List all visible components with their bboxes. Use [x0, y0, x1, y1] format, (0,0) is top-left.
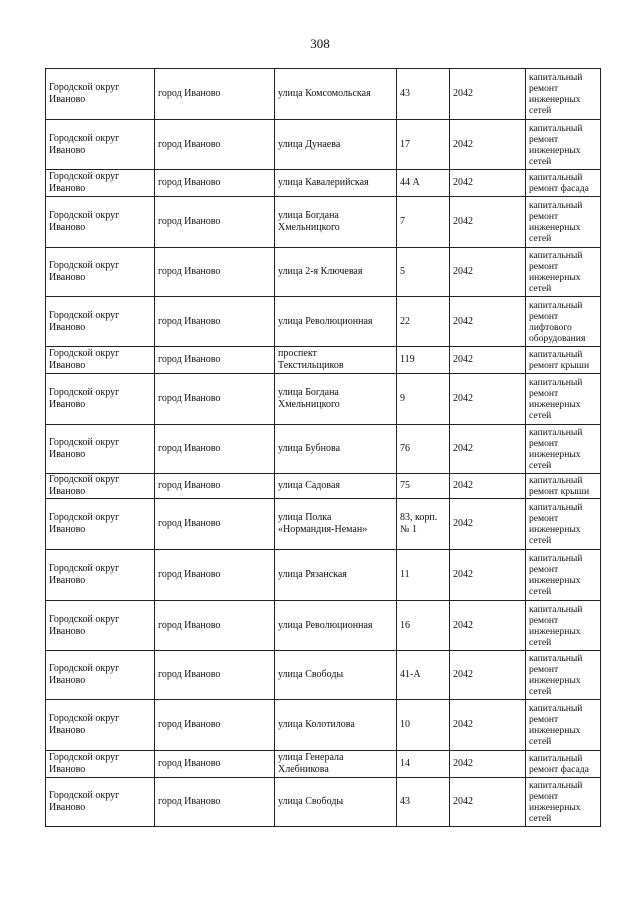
house-text: 9: [400, 393, 405, 404]
street-text: улица Садовая: [278, 480, 341, 491]
work-text: капитальный ремонт фасада: [529, 172, 589, 194]
cell-district: [46, 474, 155, 499]
work-text: капитальный ремонт крыши: [529, 349, 590, 371]
table-row: [46, 197, 601, 248]
house-text: 44 А: [400, 177, 420, 188]
street-text: улица Богдана Хмельницкого: [278, 210, 340, 233]
cell-year: [450, 778, 526, 827]
street-text: улица 2-я Ключевая: [278, 266, 363, 277]
city-text: город Иваново: [158, 758, 221, 769]
city-text: город Иваново: [158, 719, 221, 730]
cell-street: [275, 374, 397, 425]
city-text: город Иваново: [158, 138, 221, 150]
district-text: Городской округ Иваново: [49, 309, 120, 333]
street-text: проспект Текстильщиков: [278, 348, 344, 371]
district-text: Городской округ Иваново: [49, 210, 120, 233]
cell-district: [46, 651, 155, 700]
cell-city: [155, 425, 275, 474]
cell-city: [155, 120, 275, 170]
cell-city: [155, 700, 275, 751]
city-text: город Иваново: [158, 796, 221, 807]
street-text: улица Революционная: [278, 315, 373, 327]
cell-street: [275, 751, 397, 778]
cell-street: [275, 651, 397, 700]
cell-house: [397, 550, 450, 601]
cell-city: [155, 197, 275, 248]
cell-district: [46, 374, 155, 425]
year-text: 2042: [453, 569, 473, 580]
cell-year: [450, 347, 526, 374]
cell-year: [450, 700, 526, 751]
table-row: [46, 120, 601, 170]
city-text: город Иваново: [158, 216, 221, 227]
house-text: 14: [400, 758, 410, 769]
cell-city: [155, 751, 275, 778]
cell-work: [526, 197, 601, 248]
cell-street: [275, 120, 397, 170]
table-row: [46, 651, 601, 700]
work-text: капитальный ремонт инженерных сетей: [529, 427, 583, 471]
year-text: 2042: [453, 669, 473, 680]
year-text: 2042: [453, 88, 473, 99]
district-text: Городской округ Иваново: [49, 474, 120, 497]
cell-city: [155, 778, 275, 827]
cell-district: [46, 700, 155, 751]
cell-city: [155, 248, 275, 297]
house-text: 43: [400, 88, 410, 99]
table-row: [46, 170, 601, 197]
table-row: [46, 550, 601, 601]
year-text: 2042: [453, 758, 473, 769]
house-text: 119: [400, 354, 415, 365]
cell-district: [46, 751, 155, 778]
work-text: капитальный ремонт инженерных сетей: [529, 502, 583, 546]
cell-year: [450, 474, 526, 499]
cell-work: [526, 374, 601, 425]
house-text: 5: [400, 266, 405, 277]
district-text: Городской округ Иваново: [49, 613, 120, 637]
district-text: Городской округ Иваново: [49, 563, 120, 586]
year-text: 2042: [453, 619, 473, 631]
cell-district: [46, 69, 155, 120]
house-text: 83, корп. № 1: [400, 512, 438, 535]
city-text: город Иваново: [158, 88, 221, 99]
cell-city: [155, 601, 275, 651]
district-text: Городской округ Иваново: [49, 437, 120, 460]
cell-street: [275, 474, 397, 499]
cell-work: [526, 778, 601, 827]
cell-house: [397, 297, 450, 347]
table-row: [46, 700, 601, 751]
cell-street: [275, 347, 397, 374]
year-text: 2042: [453, 315, 473, 327]
district-text: Городской округ Иваново: [49, 387, 120, 410]
street-text: улица Свободы: [278, 796, 344, 807]
cell-work: [526, 751, 601, 778]
repair-schedule-table: [45, 68, 601, 827]
district-text: Городской округ Иваново: [49, 790, 120, 813]
cell-district: [46, 550, 155, 601]
cell-house: [397, 170, 450, 197]
work-text: капитальный ремонт инженерных сетей: [529, 377, 583, 421]
cell-house: [397, 69, 450, 120]
cell-year: [450, 197, 526, 248]
table-row: [46, 425, 601, 474]
cell-house: [397, 700, 450, 751]
house-text: 16: [400, 619, 410, 631]
table-row: [46, 499, 601, 550]
work-text: капитальный ремонт инженерных сетей: [529, 703, 583, 747]
city-text: город Иваново: [158, 518, 221, 529]
house-text: 75: [400, 480, 410, 491]
table-body: [46, 69, 601, 827]
house-text: 10: [400, 719, 410, 730]
table-row: [46, 69, 601, 120]
district-text: Городской округ Иваново: [49, 132, 120, 156]
house-text: 43: [400, 796, 410, 807]
cell-house: [397, 651, 450, 700]
cell-city: [155, 69, 275, 120]
district-text: Городской округ Иваново: [49, 171, 120, 194]
year-text: 2042: [453, 216, 473, 227]
cell-house: [397, 374, 450, 425]
cell-city: [155, 170, 275, 197]
table-row: [46, 248, 601, 297]
cell-street: [275, 197, 397, 248]
cell-street: [275, 425, 397, 474]
cell-work: [526, 170, 601, 197]
district-text: Городской округ Иваново: [49, 260, 120, 283]
cell-house: [397, 778, 450, 827]
house-text: 41-А: [400, 669, 421, 680]
work-text: капитальный ремонт инженерных сетей: [529, 553, 583, 597]
street-text: улица Революционная: [278, 619, 373, 631]
house-text: 11: [400, 569, 410, 580]
cell-year: [450, 69, 526, 120]
cell-district: [46, 297, 155, 347]
cell-street: [275, 601, 397, 651]
district-text: Городской округ Иваново: [49, 348, 120, 371]
cell-house: [397, 751, 450, 778]
cell-work: [526, 651, 601, 700]
cell-house: [397, 425, 450, 474]
year-text: 2042: [453, 480, 473, 491]
cell-work: [526, 347, 601, 374]
year-text: 2042: [453, 354, 473, 365]
year-text: 2042: [453, 177, 473, 188]
work-text: капитальный ремонт инженерных сетей: [529, 653, 583, 697]
page-number: 308: [310, 36, 330, 51]
year-text: 2042: [453, 138, 473, 150]
cell-year: [450, 170, 526, 197]
work-text: капитальный ремонт инженерных сетей: [529, 250, 583, 294]
table-row: [46, 347, 601, 374]
year-text: 2042: [453, 266, 473, 277]
year-text: 2042: [453, 719, 473, 730]
district-text: Городской округ Иваново: [49, 512, 120, 535]
cell-year: [450, 425, 526, 474]
cell-year: [450, 499, 526, 550]
cell-year: [450, 248, 526, 297]
street-text: улица Полка «Нормандия-Неман»: [278, 512, 368, 535]
district-text: Городской округ Иваново: [49, 82, 120, 105]
cell-work: [526, 248, 601, 297]
year-text: 2042: [453, 796, 473, 807]
city-text: город Иваново: [158, 177, 221, 188]
street-text: улица Дунаева: [278, 138, 341, 150]
cell-year: [450, 751, 526, 778]
district-text: Городской округ Иваново: [49, 752, 120, 775]
cell-work: [526, 499, 601, 550]
table-row: [46, 751, 601, 778]
cell-city: [155, 297, 275, 347]
cell-house: [397, 248, 450, 297]
cell-work: [526, 425, 601, 474]
work-text: капитальный ремонт инженерных сетей: [529, 780, 583, 824]
city-text: город Иваново: [158, 354, 221, 365]
cell-city: [155, 550, 275, 601]
city-text: город Иваново: [158, 393, 221, 404]
street-text: улица Генерала Хлебникова: [278, 752, 344, 775]
city-text: город Иваново: [158, 315, 221, 327]
cell-city: [155, 499, 275, 550]
cell-work: [526, 700, 601, 751]
cell-street: [275, 700, 397, 751]
cell-street: [275, 69, 397, 120]
table-row: [46, 374, 601, 425]
cell-work: [526, 120, 601, 170]
cell-year: [450, 550, 526, 601]
cell-house: [397, 601, 450, 651]
cell-district: [46, 601, 155, 651]
work-text: капитальный ремонт инженерных сетей: [529, 603, 583, 648]
cell-work: [526, 474, 601, 499]
house-text: 7: [400, 216, 405, 227]
city-text: город Иваново: [158, 619, 221, 631]
work-text: капитальный ремонт лифтового оборудования: [529, 299, 586, 344]
cell-year: [450, 374, 526, 425]
cell-city: [155, 347, 275, 374]
city-text: город Иваново: [158, 669, 221, 680]
street-text: улица Кавалерийская: [278, 177, 369, 188]
cell-year: [450, 297, 526, 347]
work-text: капитальный ремонт крыши: [529, 475, 590, 497]
street-text: улица Комсомольская: [278, 88, 371, 99]
cell-house: [397, 347, 450, 374]
street-text: улица Бубнова: [278, 443, 341, 454]
year-text: 2042: [453, 393, 473, 404]
house-text: 22: [400, 315, 410, 327]
cell-city: [155, 374, 275, 425]
cell-city: [155, 474, 275, 499]
cell-work: [526, 69, 601, 120]
cell-year: [450, 601, 526, 651]
street-text: улица Свободы: [278, 669, 344, 680]
street-text: улица Богдана Хмельницкого: [278, 387, 340, 410]
street-text: улица Колотилова: [278, 719, 355, 730]
city-text: город Иваново: [158, 569, 221, 580]
cell-district: [46, 197, 155, 248]
cell-work: [526, 297, 601, 347]
city-text: город Иваново: [158, 443, 221, 454]
year-text: 2042: [453, 518, 473, 529]
cell-district: [46, 248, 155, 297]
cell-house: [397, 499, 450, 550]
cell-street: [275, 550, 397, 601]
table-row: [46, 297, 601, 347]
cell-street: [275, 499, 397, 550]
cell-house: [397, 474, 450, 499]
year-text: 2042: [453, 443, 473, 454]
cell-district: [46, 120, 155, 170]
work-text: капитальный ремонт фасада: [529, 753, 589, 775]
cell-house: [397, 197, 450, 248]
cell-year: [450, 651, 526, 700]
house-text: 17: [400, 138, 410, 150]
cell-work: [526, 601, 601, 651]
cell-house: [397, 120, 450, 170]
cell-street: [275, 297, 397, 347]
district-text: Городской округ Иваново: [49, 663, 120, 686]
cell-street: [275, 170, 397, 197]
house-text: 76: [400, 443, 410, 454]
cell-city: [155, 651, 275, 700]
work-text: капитальный ремонт инженерных сетей: [529, 72, 583, 116]
cell-street: [275, 248, 397, 297]
district-text: Городской округ Иваново: [49, 713, 120, 736]
work-text: капитальный ремонт инженерных сетей: [529, 200, 583, 244]
cell-district: [46, 499, 155, 550]
city-text: город Иваново: [158, 480, 221, 491]
cell-work: [526, 550, 601, 601]
cell-district: [46, 425, 155, 474]
street-text: улица Рязанская: [278, 569, 347, 580]
cell-street: [275, 778, 397, 827]
cell-district: [46, 347, 155, 374]
work-text: капитальный ремонт инженерных сетей: [529, 122, 583, 167]
cell-district: [46, 170, 155, 197]
city-text: город Иваново: [158, 266, 221, 277]
table-row: [46, 474, 601, 499]
cell-year: [450, 120, 526, 170]
table-row: [46, 601, 601, 651]
cell-district: [46, 778, 155, 827]
table-row: [46, 778, 601, 827]
